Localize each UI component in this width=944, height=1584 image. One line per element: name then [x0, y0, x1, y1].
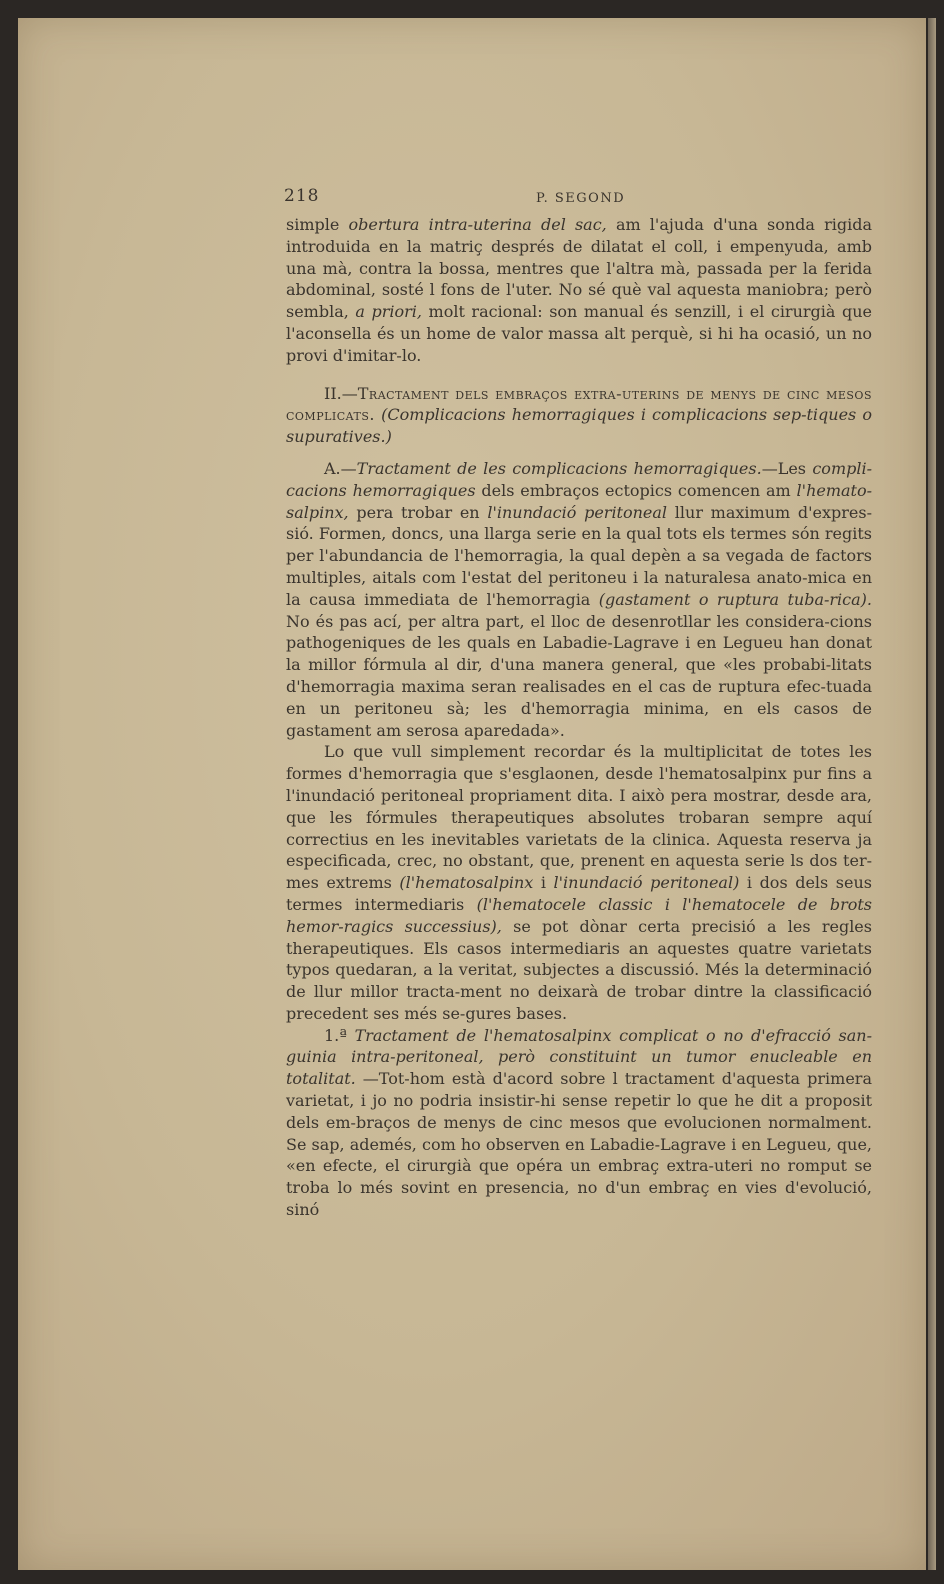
- italic-run: compli-cacions hemorragiques: [286, 458, 872, 500]
- paragraph-3: [286, 458, 872, 741]
- italic-run: (Complicacions hemorragiques i complicacions sep-tiques o supuratives.): [286, 405, 872, 447]
- italic-run: l'inundació peritoneal: [487, 502, 668, 522]
- text-run: simple: [286, 215, 349, 234]
- section-heading-ii: [286, 383, 872, 448]
- text-run: —Tot-hom està d'acord sobre l tractament d'aquesta primera varietat, i jo no podria insistir-hi sense repetir lo que he dit a proposit dels em-braços de menys de cinc mesos que evolucionen normalment. Se sap, ademés, com ho observen en Labadie-Lagrave i en Legueu, que, «en efecte, el cirurgià que opéra un embraç extra-uteri no romput se troba lo més sovint en presencia, no d'un embraç en vies d'evolució, sinó: [286, 1069, 872, 1220]
- paragraph-1: [286, 214, 872, 367]
- italic-run: obertura intra-uterina del sac,: [348, 215, 607, 234]
- small-caps-run: Tractament dels embraços extra-uterins de menys de cinc mesos complicats.: [286, 383, 872, 425]
- text-run: i: [533, 873, 554, 893]
- italic-run: (l'hematosalpinx: [399, 873, 534, 893]
- text-run: II.—: [324, 383, 358, 403]
- text-run: 1.ª: [324, 1025, 355, 1045]
- text-run: A.—: [324, 458, 357, 478]
- italic-run: l'hemato-salpinx,: [286, 480, 873, 522]
- italic-run: (gastament o ruptura tuba-rica).: [598, 589, 872, 609]
- text-run: Lo que vull simplement recordar és la multiplicitat de totes les formes d'hemorragia que s'esglaonen, desde l'hematosalpinx pur fins a l'inundació peritoneal propriament dita. I això pera mostrar, desde ara, que les fórmules therapeutiques absolutes trobaran sempre aquí correctius en les inevitables varietats de la clinica. Aquesta reserva ja especificada, crec, no obstant, que, prenent en aquesta serie ls dos ter-mes extrems: [286, 742, 872, 893]
- italic-run: Tractament de les complicacions hemorragiques.: [356, 458, 762, 478]
- page-number: 218: [284, 186, 320, 206]
- text-run: No és pas ací, per altra part, el lloc de desenrotllar les considera-cions pathogeniques de les quals en Labadie-Lagrave i en Legueu han donat la millor fórmula al dir, d'una manera general, que «les probabi-litats d'hemorragia maxima seran realisades en el cas de ruptura efec-tuada en un peritoneu sà; les d'hemorragia minima, en els casos de gastament am serosa aparedada».: [286, 611, 872, 740]
- text-run: dels embraços ectopics comencen am: [475, 480, 797, 500]
- text-run: pera trobar en: [348, 502, 488, 522]
- paragraph-5: [286, 1025, 872, 1221]
- text-run: llur maximum d'expres-sió. Formen, doncs, una llarga serie en la qual tots els termes són regits per l'abundancia de l'hemorragia, la qual depèn a sa vegada de factors multiples, aitals com l'estat del peritoneu i la naturalesa anato-mica en la causa immediata de l'hemorragia: [286, 502, 873, 609]
- italic-run: l'inundació peritoneal): [553, 873, 740, 893]
- paragraph-4: [286, 741, 872, 1024]
- italic-run: (l'hematocele classic i l'hematocele de brots hemor-ragics successius),: [286, 894, 873, 936]
- running-head: [286, 186, 872, 214]
- italic-run: Tractament de l'hematosalpinx complicat o no d'efracció san-guinia intra-peritoneal, però constituint un tumor enucleable en totalitat.: [286, 1025, 873, 1089]
- text-run: i dos dels seus termes intermediaris: [286, 873, 873, 914]
- text-block: [286, 186, 872, 1221]
- text-run: se pot dònar certa precisió a les regles therapeutiques. Els casos intermediaris an aquestes quatre varietats typos quedaran, a la veritat, subjectes a discussió. Més la determinació de llur millor tracta-ment no deixarà de trobar dintre la classificació precedent ses més se-gures bases.: [286, 916, 872, 1023]
- page-edge: [928, 18, 936, 1570]
- italic-run: a priori,: [355, 302, 422, 322]
- text-run: molt racional: son manual és senzill, i el cirurgià que l'aconsella és un home de valor massa alt perquè, si hi ha ocasió, un no provi d'imitar-lo.: [286, 302, 872, 365]
- text-run: —Les: [761, 458, 813, 478]
- running-title: P. SEGOND: [536, 191, 626, 206]
- text-run: am l'ajuda d'una sonda rigida introduida en la matriç després de dilatat el coll, i empenyuda, amb una mà, contra la bossa, mentres que l'altra mà, passada per la ferida abdominal, sosté l fons de l'uter. No sé què val aquesta maniobra; però sembla,: [286, 215, 873, 322]
